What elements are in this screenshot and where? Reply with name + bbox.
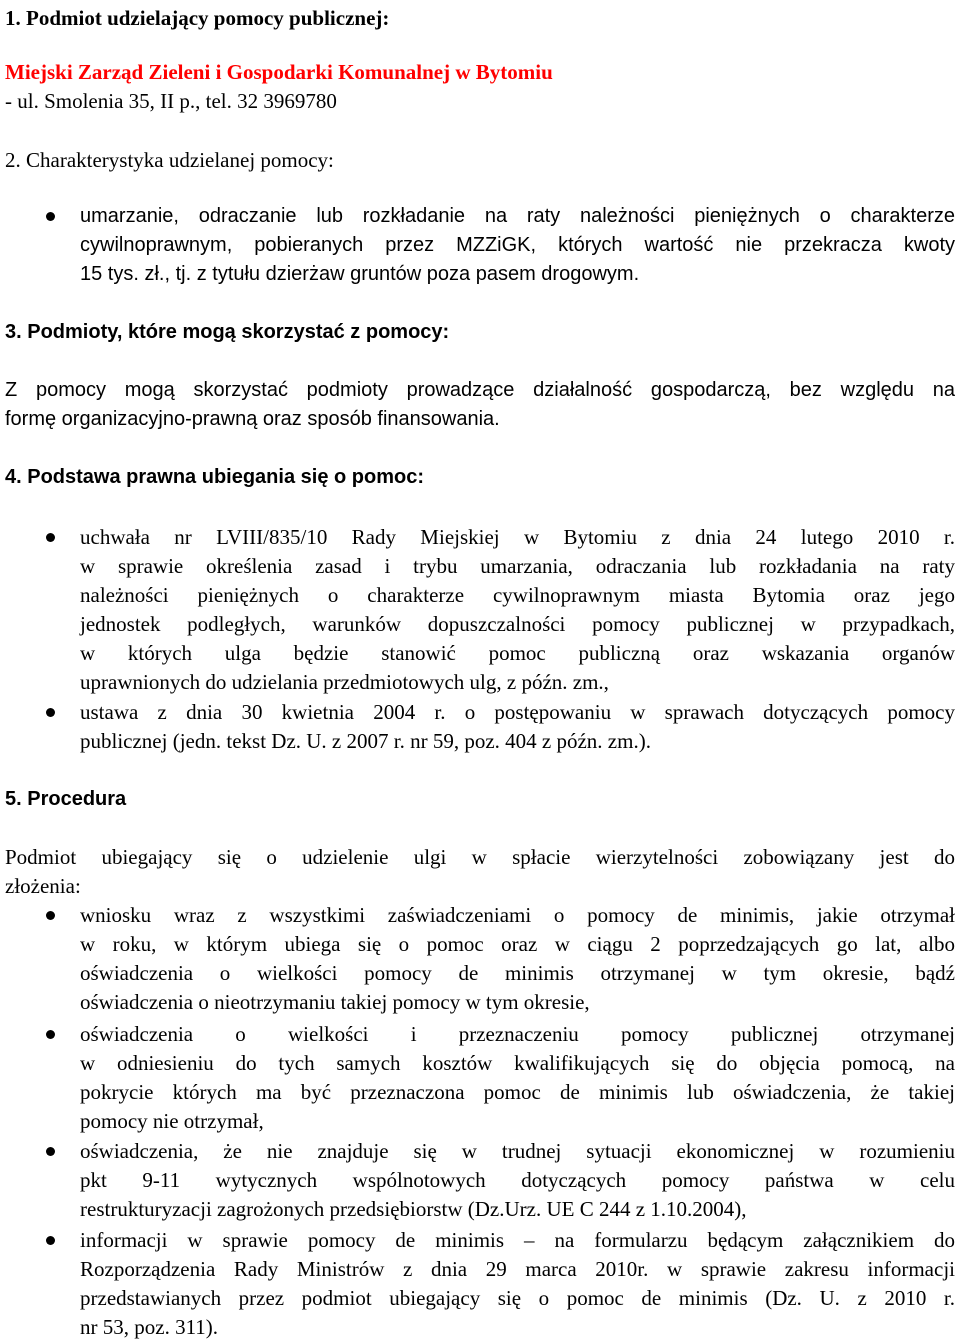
section-5-bullet-line: oświadczenia, że nie znajduje się w trudnej sytuacji ekonomicznej w rozumieniu [80, 1139, 955, 1163]
section-2-bullet-line: umarzanie, odraczanie lub rozkładanie na raty należności pieniężnych o charakterze [80, 205, 955, 227]
section-5-bullet-line: oświadczenia o wielkości i przeznaczeniu pomocy publicznej otrzymanej [80, 1022, 955, 1046]
section-5-bullet-line: pokrycie których ma być przeznaczona pomoc de minimis lub oświadczenia, że takiej [80, 1080, 955, 1104]
section-5-intro-line: Podmiot ubiegający się o udzielenie ulgi w spłacie wierzytelności zobowiązany jest do [5, 845, 955, 869]
bullet-icon [46, 1030, 55, 1039]
section-5-bullet-line: oświadczenia o wielkości pomocy de minimis otrzymanej w tym okresie, bądź [80, 961, 955, 985]
section-4-bullet-line: uchwała nr LVIII/835/10 Rady Miejskiej w Bytomiu z dnia 24 lutego 2010 r. [80, 525, 955, 549]
bullet-icon [46, 533, 55, 542]
section-5-bullet-line: restrukturyzacji zagrożonych przedsiębiorstw (Dz.Urz. UE C 244 z 1.10.2004), [80, 1197, 747, 1221]
section-2-bullet-line: 15 tys. zł., tj. z tytułu dzierżaw gruntów poza pasem drogowym. [80, 263, 640, 285]
bullet-icon [46, 708, 55, 717]
section-5-bullet-line: Rozporządzenia Rady Ministrów z dnia 29 marca 2010r. w sprawie zakresu informacji [80, 1257, 955, 1281]
section-5-bullet-line: nr 53, poz. 311). [80, 1315, 219, 1339]
section-5-bullet-line: wniosku wraz z wszystkimi zaświadczeniami o pomocy de minimis, jakie otrzymał [80, 903, 955, 927]
section-5-bullet-line: w roku, w którym ubiega się o pomoc oraz w ciągu 2 poprzedzających go lat, albo [80, 932, 955, 956]
organization-name: Miejski Zarząd Zieleni i Gospodarki Komunalnej w Bytomiu [5, 60, 553, 84]
section-3-heading: 3. Podmioty, które mogą skorzystać z pomocy: [5, 321, 450, 343]
section-5-bullet-line: informacji w sprawie pomocy de minimis – na formularzu będącym załącznikiem do [80, 1228, 955, 1252]
section-4-heading: 4. Podstawa prawna ubiegania się o pomoc: [5, 466, 424, 488]
section-2-heading: 2. Charakterystyka udzielanej pomocy: [5, 148, 334, 172]
section-5-bullet-line: oświadczenia o nieotrzymaniu takiej pomocy w tym okresie, [80, 990, 590, 1014]
section-4-bullet-line: ustawa z dnia 30 kwietnia 2004 r. o postępowaniu w sprawach dotyczących pomocy [80, 700, 955, 724]
bullet-icon [46, 911, 55, 920]
section-5-bullet-line: pomocy nie otrzymał, [80, 1109, 264, 1133]
section-5-heading: 5. Procedura [5, 788, 127, 810]
section-4-bullet-line: publicznej (jedn. tekst Dz. U. z 2007 r. nr 59, poz. 404 z późn. zm.). [80, 729, 651, 753]
bullet-icon [46, 212, 55, 221]
section-4-bullet-line: w sprawie określenia zasad i trybu umarzania, odraczania lub rozkładania na raty [80, 554, 955, 578]
section-4-bullet-line: w których ulga będzie stanowić pomoc publiczną oraz wskazania organów [80, 641, 955, 665]
section-2-bullet-line: cywilnoprawnym, pobieranych przez MZZiGK, których wartość nie przekracza kwoty [80, 234, 955, 256]
section-3-paragraph-line: formę organizacyjno-prawną oraz sposób finansowania. [5, 408, 500, 430]
section-5-bullet-line: w odniesieniu do tych samych kosztów kwalifikujących się do objęcia pomocą, na [80, 1051, 955, 1075]
section-5-bullet-line: przedstawianych przez podmiot ubiegający się o pomoc de minimis (Dz. U. z 2010 r. [80, 1286, 955, 1310]
section-4-bullet-line: należności pieniężnych o charakterze cywilnoprawnym miasta Bytomia oraz jego [80, 583, 955, 607]
bullet-icon [46, 1236, 55, 1245]
section-5-intro-line: złożenia: [5, 874, 81, 898]
bullet-icon [46, 1147, 55, 1156]
section-3-paragraph-line: Z pomocy mogą skorzystać podmioty prowadzące działalność gospodarczą, bez względu na [5, 379, 955, 401]
section-1-heading: 1. Podmiot udzielający pomocy publicznej: [5, 6, 390, 30]
section-4-bullet-line: uprawnionych do udzielania przedmiotowych ulg, z późn. zm., [80, 670, 609, 694]
section-5-bullet-line: pkt 9-11 wytycznych wspólnotowych dotyczących pomocy państwa w celu [80, 1168, 955, 1192]
section-4-bullet-line: jednostek podległych, warunków dopuszczalności pomocy publicznej w przypadkach, [80, 612, 955, 636]
organization-address: - ul. Smolenia 35, II p., tel. 32 3969780 [5, 89, 337, 113]
